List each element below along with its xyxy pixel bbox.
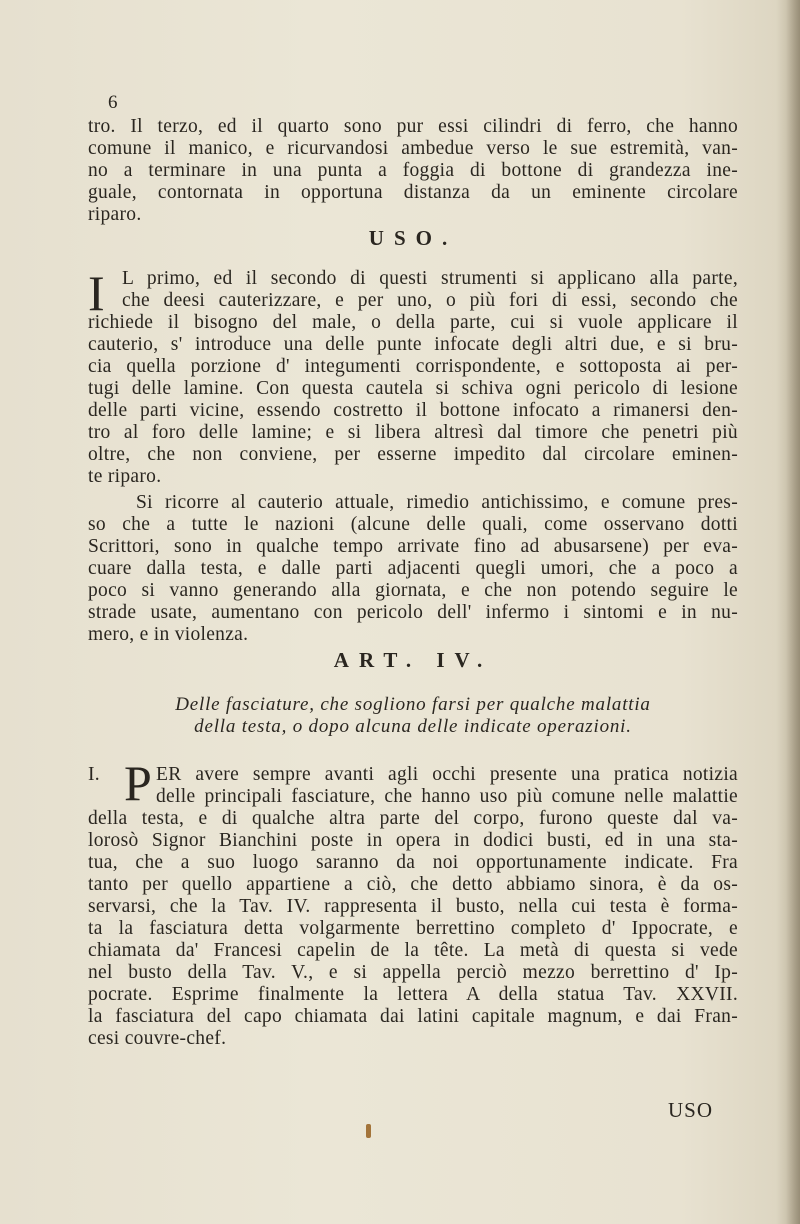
text-line: pocrate. Esprime finalmente la lettera A della statua Tav. XXVII. [88, 984, 738, 1005]
text-line: oltre, che non conviene, per esserne impedito dal circolare eminen- [88, 444, 738, 465]
text-line: ta la fasciatura detta volgarmente berrettino completo d' Ippocrate, e [88, 918, 738, 939]
catchword: USO [668, 1098, 714, 1122]
text-line: strade usate, aumentano con pericolo dell' infermo i sintomi e in nu- [88, 602, 738, 623]
section-heading-art: ART. IV. [333, 648, 493, 672]
text-line: comune il manico, e ricurvandosi ambedue verso le sue estremità, van- [88, 138, 738, 159]
text-line: Scrittori, sono in qualche tempo arrivate fino ad abusarsene) per eva- [88, 536, 738, 557]
text-line: lorosò Signor Bianchini poste in opera in dodici busti, ed in una sta- [88, 830, 738, 851]
text-line: te riparo. [88, 466, 162, 487]
drop-cap: P [124, 755, 152, 811]
text-line: poco si vanno generando alla giornata, e che non potendo seguire le [88, 580, 738, 601]
text-line: tugi delle lamine. Con questa cautela si schiva ogni pericolo di lesione [88, 378, 738, 399]
text-line: chiamata da' Francesi capelin de la tête. La metà di questa si vede [88, 940, 738, 961]
text-line: riparo. [88, 204, 142, 225]
text-line: mero, e in violenza. [88, 624, 249, 645]
text-line: guale, contornata in opportuna distanza da un eminente circolare [88, 182, 738, 203]
text-line: Si ricorre al cauterio attuale, rimedio antichissimo, e comune pres- [136, 492, 738, 513]
text-line: delle principali fasciature, che hanno uso più comune nelle malattie [156, 786, 738, 807]
text-line: so che a tutte le nazioni (alcune delle quali, come osservano dotti [88, 514, 738, 535]
section-heading-uso: USO. [368, 226, 458, 250]
text-line: la fasciatura del capo chiamata dai latini capitale magnum, e dai Fran- [88, 1006, 738, 1027]
page-edge-shadow [786, 0, 800, 1224]
text-line: tro. Il terzo, ed il quarto sono pur essi cilindri di ferro, che hanno [88, 116, 738, 137]
text-line: cesi couvre-chef. [88, 1028, 227, 1049]
text-line: che deesi cauterizzare, e per uno, o più fori di essi, secondo che [122, 290, 738, 311]
text-line: cauterio, s' introduce una delle punte infocate degli altri due, e si bru- [88, 334, 738, 355]
text-line: nel busto della Tav. V., e si appella perciò mezzo berrettino d' Ip- [88, 962, 738, 983]
text-line: cuare dalla testa, e dalle parti adjacenti quegli umori, che a poco a [88, 558, 738, 579]
text-line: tanto per quello appartiene a ciò, che detto abbiamo sinora, è da os- [88, 874, 738, 895]
text-line: L primo, ed il secondo di questi strumenti si applicano alla parte, [122, 268, 738, 289]
text-line: richiede il bisogno del male, o della parte, cui si vuole applicare il [88, 312, 738, 333]
section-number: I. [88, 764, 100, 785]
text-line: delle parti vicine, essendo costretto il bottone infocato a rimanersi den- [88, 400, 738, 421]
text-line: della testa, e di qualche altra parte del corpo, furono queste dal va- [88, 808, 738, 829]
text-line: tua, che a suo luogo saranno da noi opportunamente indicate. Fra [88, 852, 738, 873]
text-line: cia quella porzione d' integumenti corrispondente, e sottoposta ai per- [88, 356, 738, 377]
text-line: no a terminare in una punta a foggia di bottone di grandezza ine- [88, 160, 738, 181]
text-line: ER avere sempre avanti agli occhi presente una pratica notizia [156, 764, 738, 785]
page-number: 6 [108, 92, 118, 113]
text-line: servarsi, che la Tav. IV. rappresenta il busto, nella cui testa è forma- [88, 896, 738, 917]
text-line: tro al foro delle lamine; e si libera altresì dal timore che penetri più [88, 422, 738, 443]
drop-cap: I [88, 265, 105, 321]
ink-mark [366, 1124, 371, 1138]
subtitle-line: Delle fasciature, che sogliono farsi per qualche malattia [175, 694, 651, 715]
subtitle-line: della testa, o dopo alcuna delle indicate operazioni. [194, 716, 632, 737]
